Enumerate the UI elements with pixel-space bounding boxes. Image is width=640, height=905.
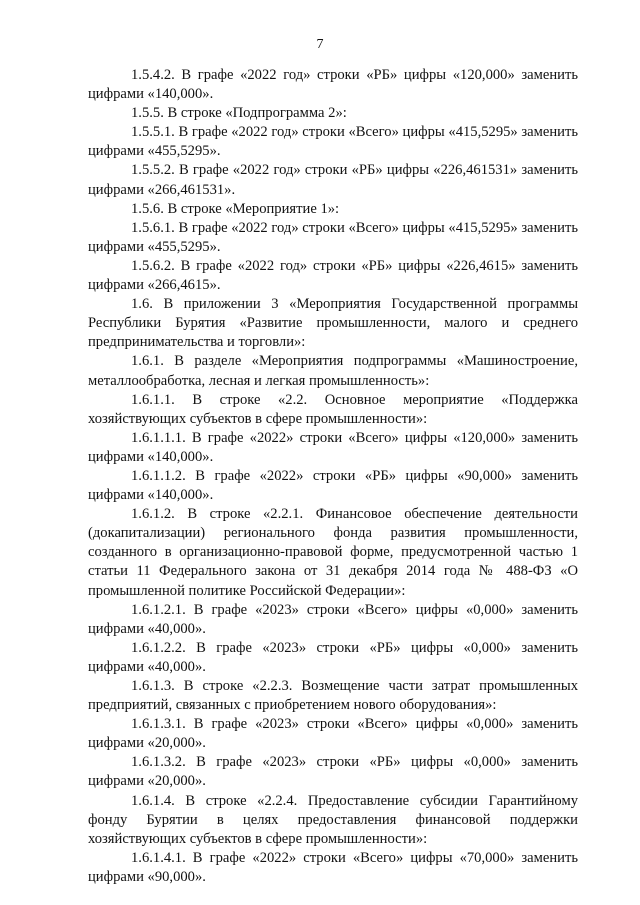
paragraph-1-6-1-3: 1.6.1.3. В строке «2.2.3. Возмещение части затрат промышленных предприятий, связанных с приобретением нового оборудования»: bbox=[88, 678, 578, 714]
paragraph-1-6-1-2-2: 1.6.1.2.2. В графе «2023» строки «РБ» цифры «0,000» заменить цифрами «40,000». bbox=[88, 639, 578, 675]
paragraph-1-6: 1.6. В приложении 3 «Мероприятия Государственной программы Республики Бурятия «Развитие промышленности, малого и среднего предпринимательства и торговли»: bbox=[88, 296, 578, 351]
paragraph-1-5-6-2: 1.5.6.2. В графе «2022 год» строки «РБ» цифры «226,4615» заменить цифрами «266,4615». bbox=[88, 257, 578, 294]
paragraph-1-6-1-2: 1.6.1.2. В строке «2.2.1. Финансовое обеспечение деятельности (докапитализации) регионального фонда развития промышленности, созданного в организационно-правовой форме, предусмотренной частью 1 статьи 11 Федерального закона от 31 декабря 2014 года № 488-ФЗ «О промышленной политике Российской Федерации»: bbox=[88, 506, 578, 599]
paragraph-1-5-5-1: 1.5.5.1. В графе «2022 год» строки «Всего» цифры «415,5295» заменить цифрами «455,5295». bbox=[88, 124, 578, 160]
paragraph-1-6-1-1-1: 1.6.1.1.1. В графе «2022» строки «Всего» цифры «120,000» заменить цифрами «140,000». bbox=[88, 429, 578, 465]
paragraph-1-6-1-4: 1.6.1.4. В строке «2.2.4. Предоставление субсидии Гарантийному фонду Бурятии в целях предоставления финансовой поддержки хозяйствующих субъектов в сфере промышленности»: bbox=[88, 792, 578, 847]
paragraph-1-6-1-2-1: 1.6.1.2.1. В графе «2023» строки «Всего» цифры «0,000» заменить цифрами «40,000». bbox=[88, 601, 578, 637]
paragraph-1-6-1-1-2: 1.6.1.1.2. В графе «2022» строки «РБ» цифры «90,000» заменить цифрами «140,000». bbox=[88, 467, 578, 504]
paragraph-1-5-5: 1.5.5. В строке «Подпрограмма 2»: bbox=[131, 105, 347, 122]
paragraph-1-6-1-3-2: 1.6.1.3.2. В графе «2023» строки «РБ» цифры «0,000» заменить цифрами «20,000». bbox=[88, 754, 578, 790]
paragraph-1-5-6-1: 1.5.6.1. В графе «2022 год» строки «Всего» цифры «415,5295» заменить цифрами «455,5295». bbox=[88, 219, 578, 255]
paragraph-1-5-4-2: 1.5.4.2. В графе «2022 год» строки «РБ» цифры «120,000» заменить цифрами «140,000». bbox=[88, 67, 578, 103]
paragraph-1-5-6: 1.5.6. В строке «Мероприятие 1»: bbox=[131, 200, 340, 217]
paragraph-1-6-1-1: 1.6.1.1. В строке «2.2. Основное мероприятие «Поддержка хозяйствующих субъектов в сфере промышленности»: bbox=[88, 391, 578, 427]
page-number: 7 bbox=[316, 37, 324, 52]
paragraph-1-5-5-2: 1.5.5.2. В графе «2022 год» строки «РБ» цифры «226,461531» заменить цифрами «266,461531». bbox=[88, 162, 578, 198]
document-body bbox=[88, 66, 578, 887]
paragraph-1-6-1-4-1: 1.6.1.4.1. В графе «2022» строки «Всего» цифры «70,000» заменить цифрами «90,000». bbox=[88, 849, 578, 885]
paragraph-1-6-1: 1.6.1. В разделе «Мероприятия подпрограммы «Машиностроение, металлообработка, лесная и легкая промышленность»: bbox=[88, 353, 578, 389]
paragraph-1-6-1-3-1: 1.6.1.3.1. В графе «2023» строки «Всего» цифры «0,000» заменить цифрами «20,000». bbox=[88, 716, 578, 752]
